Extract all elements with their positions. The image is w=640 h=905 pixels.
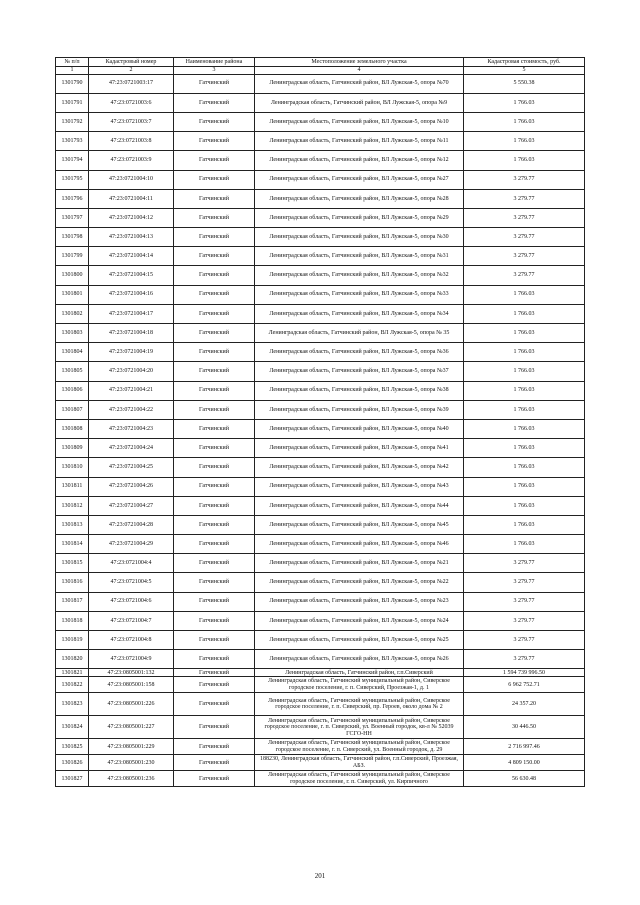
cadastral-number: 47:23:0721004:27 <box>89 496 174 515</box>
cadastral-value: 1 766.03 <box>464 112 585 131</box>
cadastral-number: 47:23:0721004:13 <box>89 228 174 247</box>
cadastral-number: 47:23:0721003:6 <box>89 93 174 112</box>
cadastral-value: 1 766.03 <box>464 477 585 496</box>
row-number: 1301809 <box>56 439 89 458</box>
table-row <box>56 631 585 650</box>
row-number: 1301791 <box>56 93 89 112</box>
district-name: Гатчинский <box>174 477 255 496</box>
page-number: 201 <box>314 872 326 880</box>
cadastral-number: 47:23:0805001:158 <box>89 677 174 693</box>
cadastral-number: 47:23:0721004:15 <box>89 266 174 285</box>
land-location: Ленинградская область, Гатчинский район, ВЛ Лужская-5, опора №30 <box>255 228 464 247</box>
cadastral-value: 1 766.03 <box>464 362 585 381</box>
land-location: Ленинградская область, Гатчинский район, ВЛ Лужская-5, опора №9 <box>255 93 464 112</box>
district-name: Гатчинский <box>174 515 255 534</box>
cadastral-value: 1 766.03 <box>464 419 585 438</box>
table-row <box>56 650 585 669</box>
table-row <box>56 573 585 592</box>
land-location: Ленинградская область, Гатчинский район, ВЛ Лужская-5, опора №44 <box>255 496 464 515</box>
cadastral-number: 47:23:0721004:9 <box>89 650 174 669</box>
table-row <box>56 496 585 515</box>
land-location: Ленинградская область, Гатчинский район, ВЛ Лужская-5, опора № 35 <box>255 324 464 343</box>
cadastral-number: 47:23:0721004:10 <box>89 170 174 189</box>
table-row <box>56 611 585 630</box>
row-number: 1301801 <box>56 285 89 304</box>
row-number: 1301808 <box>56 419 89 438</box>
table-row <box>56 208 585 227</box>
cadastral-value: 3 279.77 <box>464 650 585 669</box>
table-row <box>56 419 585 438</box>
cadastral-value: 1 766.03 <box>464 400 585 419</box>
cadastral-number: 47:23:0721004:25 <box>89 458 174 477</box>
row-number: 1301806 <box>56 381 89 400</box>
district-name: Гатчинский <box>174 304 255 323</box>
row-number: 1301799 <box>56 247 89 266</box>
cadastral-number: 47:23:0721004:6 <box>89 592 174 611</box>
district-name: Гатчинский <box>174 650 255 669</box>
cadastral-number: 47:23:0721004:14 <box>89 247 174 266</box>
cadastral-number: 47:23:0721004:23 <box>89 419 174 438</box>
cadastral-number: 47:23:0721003:7 <box>89 112 174 131</box>
land-location: Ленинградская область, Гатчинский район, ВЛ Лужская-5, опора №24 <box>255 611 464 630</box>
land-location: Ленинградская область, Гатчинский район, ВЛ Лужская-5, опора №27 <box>255 170 464 189</box>
cadastral-value: 1 766.03 <box>464 324 585 343</box>
table-row <box>56 693 585 716</box>
land-location: Ленинградская область, Гатчинский район, ВЛ Лужская-5, опора №34 <box>255 304 464 323</box>
land-location: Ленинградская область, Гатчинский район, ВЛ Лужская-5, опора №25 <box>255 631 464 650</box>
cadastral-value: 1 766.03 <box>464 343 585 362</box>
land-location: Ленинградская область, Гатчинский район, ВЛ Лужская-5, опора №45 <box>255 515 464 534</box>
row-number: 1301804 <box>56 343 89 362</box>
row-number: 1301826 <box>56 755 89 771</box>
cadastral-value: 1 766.03 <box>464 93 585 112</box>
district-name: Гатчинский <box>174 266 255 285</box>
cadastral-number: 47:23:0721003:8 <box>89 132 174 151</box>
district-name: Гатчинский <box>174 458 255 477</box>
table-row <box>56 74 585 93</box>
cadastral-value: 1 594 739 996.50 <box>464 669 585 677</box>
table-row <box>56 228 585 247</box>
district-name: Гатчинский <box>174 693 255 716</box>
land-location: Ленинградская область, Гатчинский район, ВЛ Лужская-5, опора №26 <box>255 650 464 669</box>
row-number: 1301817 <box>56 592 89 611</box>
row-number: 1301803 <box>56 324 89 343</box>
district-name: Гатчинский <box>174 631 255 650</box>
column-number-row <box>56 67 585 75</box>
district-name: Гатчинский <box>174 611 255 630</box>
table-row <box>56 93 585 112</box>
table-row <box>56 362 585 381</box>
row-number: 1301814 <box>56 535 89 554</box>
cadastral-number: 47:23:0721003:9 <box>89 151 174 170</box>
cadastral-number: 47:23:0721004:5 <box>89 573 174 592</box>
cadastral-number: 47:23:0721004:4 <box>89 554 174 573</box>
cadastral-table <box>55 57 585 787</box>
cadastral-number: 47:23:0805001:230 <box>89 755 174 771</box>
row-number: 1301795 <box>56 170 89 189</box>
land-location: 188230, Ленинградская область, Гатчинский район, г.п.Сиверский, Проезжая, АБЗ. <box>255 755 464 771</box>
header-cell-cadastral: Кадастровый номер <box>89 58 174 67</box>
district-name: Гатчинский <box>174 739 255 755</box>
row-number: 1301819 <box>56 631 89 650</box>
cadastral-number: 47:23:0721004:8 <box>89 631 174 650</box>
row-number: 1301797 <box>56 208 89 227</box>
cadastral-value: 3 279.77 <box>464 228 585 247</box>
row-number: 1301825 <box>56 739 89 755</box>
row-number: 1301811 <box>56 477 89 496</box>
land-location: Ленинградская область, Гатчинский район, ВЛ Лужская-5, опора №31 <box>255 247 464 266</box>
land-location: Ленинградская область, Гатчинский район, ВЛ Лужская-5, опора №21 <box>255 554 464 573</box>
row-number: 1301815 <box>56 554 89 573</box>
cadastral-value: 5 550.38 <box>464 74 585 93</box>
table-row <box>56 304 585 323</box>
district-name: Гатчинский <box>174 343 255 362</box>
column-number: 1 <box>56 67 89 75</box>
row-number: 1301792 <box>56 112 89 131</box>
row-number: 1301793 <box>56 132 89 151</box>
cadastral-number: 47:23:0805001:226 <box>89 693 174 716</box>
table-row <box>56 771 585 787</box>
land-location: Ленинградская область, Гатчинский район, ВЛ Лужская-5, опора №11 <box>255 132 464 151</box>
district-name: Гатчинский <box>174 189 255 208</box>
district-name: Гатчинский <box>174 112 255 131</box>
table-row <box>56 343 585 362</box>
cadastral-value: 3 279.77 <box>464 592 585 611</box>
district-name: Гатчинский <box>174 132 255 151</box>
table-row <box>56 739 585 755</box>
land-location: Ленинградская область, Гатчинский район, ВЛ Лужская-5, опора №39 <box>255 400 464 419</box>
land-location: Ленинградская область, Гатчинский район, ВЛ Лужская-5, опора №37 <box>255 362 464 381</box>
district-name: Гатчинский <box>174 496 255 515</box>
cadastral-value: 3 279.77 <box>464 208 585 227</box>
row-number: 1301794 <box>56 151 89 170</box>
cadastral-number: 47:23:0721003:17 <box>89 74 174 93</box>
table-row <box>56 439 585 458</box>
table-row <box>56 266 585 285</box>
district-name: Гатчинский <box>174 93 255 112</box>
cadastral-number: 47:23:0721004:17 <box>89 304 174 323</box>
table-row <box>56 677 585 693</box>
district-name: Гатчинский <box>174 755 255 771</box>
table-row <box>56 755 585 771</box>
cadastral-value: 4 809 150.00 <box>464 755 585 771</box>
district-name: Гатчинский <box>174 771 255 787</box>
land-location: Ленинградская область, Гатчинский район, ВЛ Лужская-5, опора №23 <box>255 592 464 611</box>
header-cell-number: № п/п <box>56 58 89 67</box>
district-name: Гатчинский <box>174 716 255 739</box>
cadastral-number: 47:23:0721004:28 <box>89 515 174 534</box>
cadastral-number: 47:23:0721004:11 <box>89 189 174 208</box>
district-name: Гатчинский <box>174 208 255 227</box>
table-row <box>56 515 585 534</box>
land-location: Ленинградская область, Гатчинский район, ВЛ Лужская-5, опора №46 <box>255 535 464 554</box>
table-row <box>56 285 585 304</box>
land-location: Ленинградская область, Гатчинский район, ВЛ Лужская-5, опора №32 <box>255 266 464 285</box>
table-row <box>56 247 585 266</box>
cadastral-value: 3 279.77 <box>464 554 585 573</box>
land-location: Ленинградская область, Гатчинский район, ВЛ Лужская-5, опора №70 <box>255 74 464 93</box>
land-location: Ленинградская область, Гатчинский муниципальный район, Сиверское городское поселение, г. п. Сиверский, Проезжая-1, д. 1 <box>255 677 464 693</box>
cadastral-number: 47:23:0721004:16 <box>89 285 174 304</box>
table-row <box>56 170 585 189</box>
district-name: Гатчинский <box>174 439 255 458</box>
land-location: Ленинградская область, Гатчинский муниципальный район, Сиверское городское поселение, г. п. Сиверский, ул. Военный городок, кв-л № 52039 ГСГО-НН <box>255 716 464 739</box>
row-number: 1301822 <box>56 677 89 693</box>
cadastral-number: 47:23:0721004:21 <box>89 381 174 400</box>
table-row <box>56 592 585 611</box>
land-location: Ленинградская область, Гатчинский район, ВЛ Лужская-5, опора №22 <box>255 573 464 592</box>
cadastral-value: 1 766.03 <box>464 132 585 151</box>
district-name: Гатчинский <box>174 554 255 573</box>
column-number: 5 <box>464 67 585 75</box>
cadastral-value: 1 766.03 <box>464 496 585 515</box>
table-row <box>56 477 585 496</box>
cadastral-number: 47:23:0805001:236 <box>89 771 174 787</box>
row-number: 1301802 <box>56 304 89 323</box>
column-number: 4 <box>255 67 464 75</box>
row-number: 1301812 <box>56 496 89 515</box>
row-number: 1301813 <box>56 515 89 534</box>
cadastral-value: 3 279.77 <box>464 189 585 208</box>
cadastral-number: 47:23:0721004:18 <box>89 324 174 343</box>
row-number: 1301807 <box>56 400 89 419</box>
cadastral-value: 3 279.77 <box>464 170 585 189</box>
land-location: Ленинградская область, Гатчинский район, ВЛ Лужская-5, опора №43 <box>255 477 464 496</box>
district-name: Гатчинский <box>174 535 255 554</box>
cadastral-value: 24 357.20 <box>464 693 585 716</box>
column-number: 2 <box>89 67 174 75</box>
land-location: Ленинградская область, Гатчинский район, ВЛ Лужская-5, опора №10 <box>255 112 464 131</box>
row-number: 1301810 <box>56 458 89 477</box>
table-row <box>56 132 585 151</box>
district-name: Гатчинский <box>174 400 255 419</box>
header-cell-location: Местоположение земельного участка <box>255 58 464 67</box>
table-row <box>56 535 585 554</box>
table-row <box>56 554 585 573</box>
district-name: Гатчинский <box>174 285 255 304</box>
land-location: Ленинградская область, Гатчинский район, ВЛ Лужская-5, опора №33 <box>255 285 464 304</box>
district-name: Гатчинский <box>174 677 255 693</box>
table-row <box>56 669 585 677</box>
row-number: 1301823 <box>56 693 89 716</box>
district-name: Гатчинский <box>174 592 255 611</box>
table-row <box>56 324 585 343</box>
land-location: Ленинградская область, Гатчинский район, ВЛ Лужская-5, опора №42 <box>255 458 464 477</box>
header-cell-value: Кадастровая стоимость, руб. <box>464 58 585 67</box>
cadastral-value: 1 766.03 <box>464 304 585 323</box>
district-name: Гатчинский <box>174 573 255 592</box>
table-row <box>56 189 585 208</box>
row-number: 1301818 <box>56 611 89 630</box>
cadastral-number: 47:23:0721004:20 <box>89 362 174 381</box>
row-number: 1301790 <box>56 74 89 93</box>
cadastral-number: 47:23:0721004:29 <box>89 535 174 554</box>
cadastral-value: 1 766.03 <box>464 151 585 170</box>
cadastral-value: 3 279.77 <box>464 631 585 650</box>
row-number: 1301805 <box>56 362 89 381</box>
cadastral-value: 1 766.03 <box>464 458 585 477</box>
cadastral-value: 1 766.03 <box>464 535 585 554</box>
cadastral-number: 47:23:0721004:19 <box>89 343 174 362</box>
row-number: 1301796 <box>56 189 89 208</box>
cadastral-value: 3 279.77 <box>464 266 585 285</box>
header-row <box>56 58 585 67</box>
cadastral-value: 2 716 997.46 <box>464 739 585 755</box>
row-number: 1301824 <box>56 716 89 739</box>
row-number: 1301798 <box>56 228 89 247</box>
cadastral-number: 47:23:0721004:26 <box>89 477 174 496</box>
cadastral-number: 47:23:0721004:7 <box>89 611 174 630</box>
district-name: Гатчинский <box>174 151 255 170</box>
district-name: Гатчинский <box>174 381 255 400</box>
row-number: 1301820 <box>56 650 89 669</box>
district-name: Гатчинский <box>174 324 255 343</box>
row-number: 1301827 <box>56 771 89 787</box>
cadastral-value: 3 279.77 <box>464 611 585 630</box>
column-number: 3 <box>174 67 255 75</box>
row-number: 1301816 <box>56 573 89 592</box>
land-location: Ленинградская область, Гатчинский муниципальный район, Сиверское городское поселение, г. п. Сиверский, ул. Кирпичного <box>255 771 464 787</box>
row-number: 1301821 <box>56 669 89 677</box>
cadastral-number: 47:23:0805001:132 <box>89 669 174 677</box>
row-number: 1301800 <box>56 266 89 285</box>
cadastral-value: 3 279.77 <box>464 573 585 592</box>
table-row <box>56 151 585 170</box>
table-row <box>56 716 585 739</box>
table-row <box>56 112 585 131</box>
cadastral-value: 3 279.77 <box>464 247 585 266</box>
cadastral-value: 1 766.03 <box>464 515 585 534</box>
cadastral-number: 47:23:0805001:227 <box>89 716 174 739</box>
cadastral-value: 1 766.03 <box>464 285 585 304</box>
land-location: Ленинградская область, Гатчинский район, г.п.Сиверский <box>255 669 464 677</box>
cadastral-value: 1 766.03 <box>464 381 585 400</box>
district-name: Гатчинский <box>174 247 255 266</box>
land-location: Ленинградская область, Гатчинский район, ВЛ Лужская-5, опора №41 <box>255 439 464 458</box>
land-location: Ленинградская область, Гатчинский район, ВЛ Лужская-5, опора №40 <box>255 419 464 438</box>
land-location: Ленинградская область, Гатчинский район, ВЛ Лужская-5, опора №12 <box>255 151 464 170</box>
cadastral-number: 47:23:0721004:12 <box>89 208 174 227</box>
cadastral-number: 47:23:0805001:229 <box>89 739 174 755</box>
header-cell-district: Наименование района <box>174 58 255 67</box>
cadastral-value: 56 630.48 <box>464 771 585 787</box>
district-name: Гатчинский <box>174 74 255 93</box>
land-location: Ленинградская область, Гатчинский муниципальный район, Сиверское городское поселение, г. п. Сиверский, ул. Военный городок, д. 29 <box>255 739 464 755</box>
table-row <box>56 458 585 477</box>
land-location: Ленинградская область, Гатчинский район, ВЛ Лужская-5, опора №38 <box>255 381 464 400</box>
cadastral-value: 6 962 752.71 <box>464 677 585 693</box>
cadastral-number: 47:23:0721004:22 <box>89 400 174 419</box>
cadastral-value: 1 766.03 <box>464 439 585 458</box>
land-location: Ленинградская область, Гатчинский район, ВЛ Лужская-5, опора №36 <box>255 343 464 362</box>
table-row <box>56 400 585 419</box>
district-name: Гатчинский <box>174 419 255 438</box>
land-location: Ленинградская область, Гатчинский район, ВЛ Лужская-5, опора №29 <box>255 208 464 227</box>
table-row <box>56 381 585 400</box>
district-name: Гатчинский <box>174 362 255 381</box>
district-name: Гатчинский <box>174 170 255 189</box>
land-location: Ленинградская область, Гатчинский муниципальный район, Сиверское городское поселение, г. п. Сиверский, пр. Героев, около дома № 2 <box>255 693 464 716</box>
land-location: Ленинградская область, Гатчинский район, ВЛ Лужская-5, опора №28 <box>255 189 464 208</box>
district-name: Гатчинский <box>174 228 255 247</box>
cadastral-value: 30 446.50 <box>464 716 585 739</box>
district-name: Гатчинский <box>174 669 255 677</box>
cadastral-number: 47:23:0721004:24 <box>89 439 174 458</box>
